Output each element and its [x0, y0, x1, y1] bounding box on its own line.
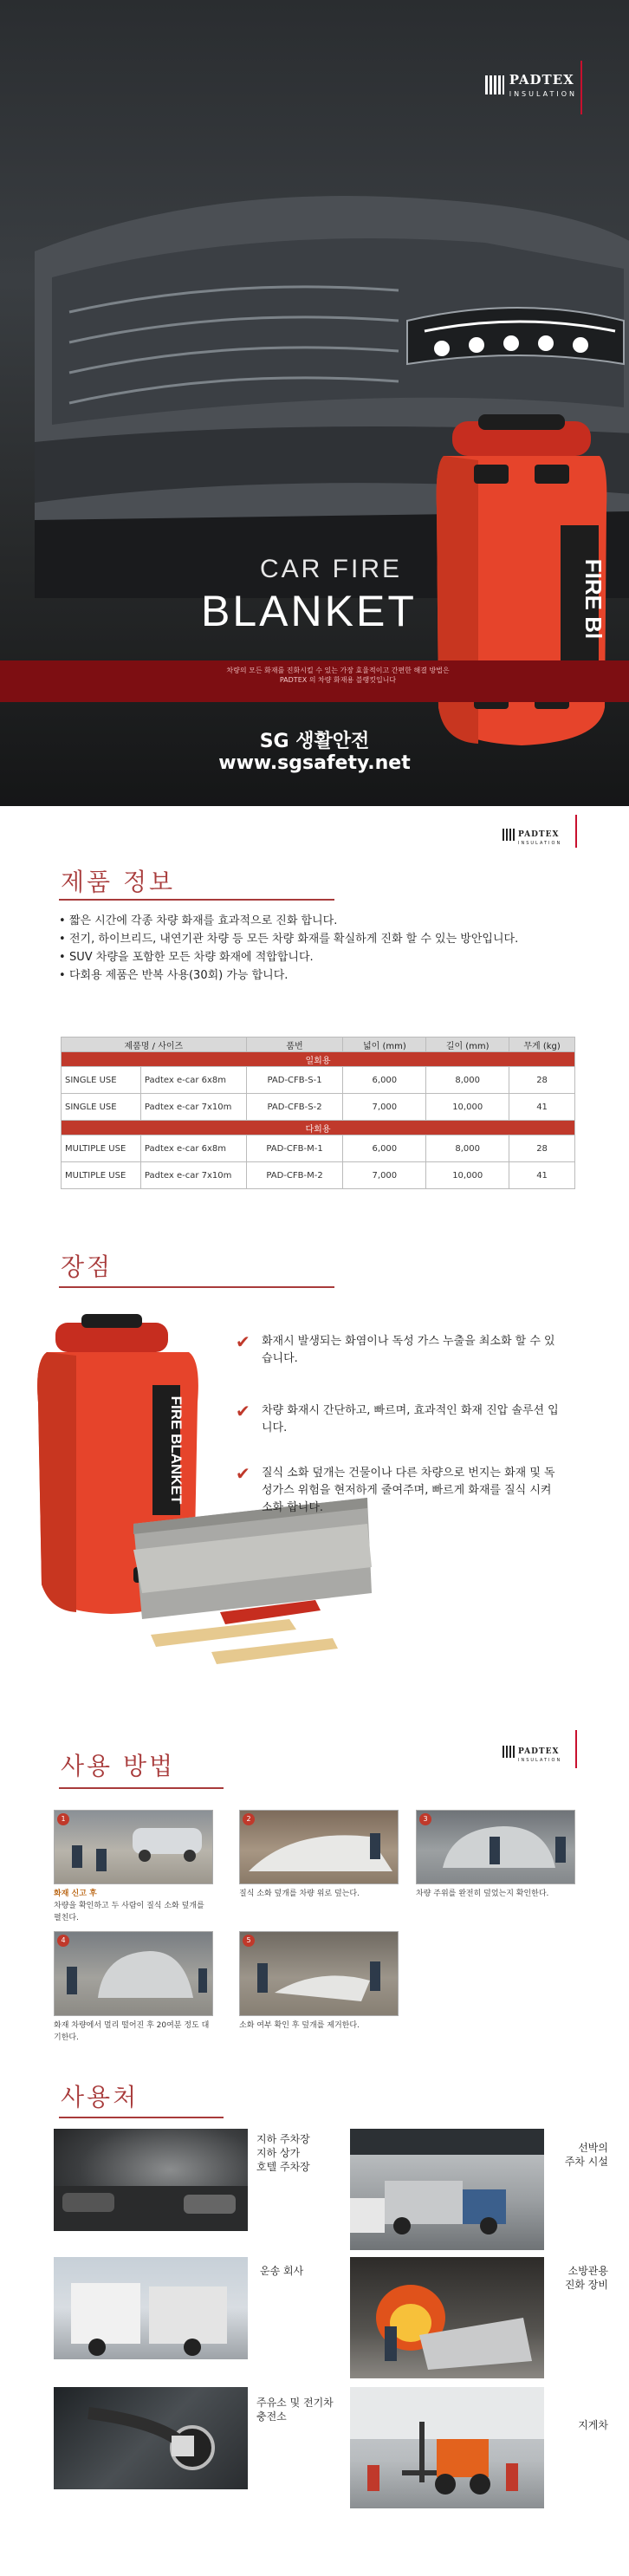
hero-band-text: 차량의 모든 화재를 진화시킬 수 있는 가장 효율적이고 간편한 해결 방법은 PADTEX 의 차량 화재용 블랭킷입니다	[226, 667, 450, 684]
hero-banner	[0, 0, 629, 806]
step-caption	[54, 2020, 213, 2044]
table-row	[62, 1094, 575, 1121]
bag-label: FIRE BLANKET	[168, 1395, 185, 1505]
step-image-4	[54, 1931, 213, 2016]
step-illustration	[240, 1932, 399, 2016]
step-illustration	[55, 1811, 213, 1884]
table-group-row	[62, 1121, 575, 1135]
place-illustration	[350, 2129, 544, 2250]
logo-sub: INSULATION	[509, 90, 577, 98]
cell-code: PAD-CFB-S-1	[246, 1067, 343, 1094]
cell-code: PAD-CFB-S-2	[246, 1094, 343, 1121]
section-title-places: 사용처	[61, 2083, 139, 2111]
step-number: 4	[57, 1935, 69, 1947]
place-illustration	[54, 2257, 248, 2359]
advantage-item	[236, 1402, 565, 1437]
step-highlight: 화재 신고 후	[54, 1890, 97, 1898]
logo-mark-icon	[485, 75, 504, 94]
logo-accent-line	[575, 1730, 577, 1768]
cell-weight: 41	[509, 1162, 575, 1189]
step-number: 1	[57, 1813, 69, 1825]
section-title-usage: 사용 방법	[61, 1752, 176, 1780]
table-header: 품번	[246, 1038, 343, 1052]
check-icon: ✔	[236, 1401, 250, 1421]
table-row	[62, 1162, 575, 1189]
logo-sub: INSULATION	[518, 841, 562, 846]
section-rule	[59, 1286, 334, 1288]
advantage-text: 질식 소화 덮개는 건물이나 다른 차량으로 번지는 화재 및 독성가스 위험을 현저하게 줄여주며, 빠르게 화재를 질식 시켜 소화 합니다.	[262, 1467, 555, 1514]
step-image-3	[416, 1810, 575, 1884]
place-image-parking	[54, 2129, 248, 2231]
place-label: 운송 회사	[260, 2265, 304, 2277]
step-number: 5	[243, 1935, 255, 1947]
cell-code: PAD-CFB-M-1	[246, 1135, 343, 1162]
table-header: 길이 (mm)	[426, 1038, 509, 1052]
brand-logo-small	[503, 823, 561, 846]
product-info-list	[59, 912, 579, 985]
cell-type: SINGLE USE	[62, 1067, 141, 1094]
step-text: 차량 주위를 완전히 덮었는지 확인한다.	[416, 1890, 549, 1898]
place-label: 소방관용 진화 장비	[564, 2265, 608, 2291]
section-rule	[59, 2117, 224, 2118]
cell-weight: 41	[509, 1094, 575, 1121]
step-caption	[416, 1888, 575, 1900]
step-text: 소화 여부 확인 후 덮개를 제거한다.	[239, 2021, 360, 2030]
cell-width: 7,000	[343, 1094, 426, 1121]
list-item: • 전기, 하이브리드, 내연기관 차량 등 모든 차량 화재를 확실하게 진화 할 수 있는 방안입니다.	[59, 930, 579, 948]
advantage-text: 차량 화재시 간단하고, 빠르며, 효과적인 화재 진압 솔루션 입니다.	[262, 1404, 559, 1434]
step-caption	[239, 1888, 399, 1900]
step-number: 3	[419, 1813, 431, 1825]
bag-label: FIRE Bl	[580, 558, 606, 640]
logo-accent-line	[575, 815, 577, 848]
step-image-1	[54, 1810, 213, 1884]
step-text: 질식 소화 덮개를 차량 위로 덮는다.	[239, 1890, 360, 1898]
cell-width: 6,000	[343, 1067, 426, 1094]
company-name: SG 생활안전	[259, 731, 370, 752]
cell-length: 8,000	[426, 1135, 509, 1162]
cell-type: MULTIPLE USE	[62, 1162, 141, 1189]
cell-type: SINGLE USE	[62, 1094, 141, 1121]
brand-logo-small	[503, 1740, 561, 1763]
step-illustration	[417, 1811, 575, 1884]
hero-accent-line	[580, 61, 582, 114]
brand-logo	[485, 71, 577, 98]
step-caption	[54, 1888, 213, 1924]
table-group-row	[62, 1052, 575, 1067]
cell-width: 6,000	[343, 1135, 426, 1162]
group-label: 일회용	[62, 1052, 575, 1067]
step-image-2	[239, 1810, 399, 1884]
step-illustration	[240, 1811, 399, 1884]
advantage-item	[236, 1465, 565, 1517]
table-header: 제품명 / 사이즈	[62, 1038, 247, 1052]
hero-title-small: CAR FIRE	[260, 555, 403, 583]
place-label: 지게차	[578, 2419, 608, 2431]
cell-length: 10,000	[426, 1094, 509, 1121]
advantage-item	[236, 1333, 565, 1368]
company-url[interactable]: www.sgsafety.net	[218, 752, 411, 774]
table-row	[62, 1135, 575, 1162]
place-illustration	[54, 2129, 248, 2231]
hero-title-large: BLANKET	[201, 587, 417, 635]
logo-sub: INSULATION	[518, 1758, 562, 1763]
logo-mark-icon	[503, 1746, 515, 1758]
cell-length: 10,000	[426, 1162, 509, 1189]
step-text: 차량을 확인하고 두 사람이 질식 소화 덮개를 펼친다.	[54, 1902, 204, 1922]
logo-name: PADTEX	[518, 1747, 560, 1756]
list-item: • SUV 차량을 포함한 모든 차량 화재에 적합합니다.	[59, 948, 579, 966]
cell-weight: 28	[509, 1135, 575, 1162]
logo-name: PADTEX	[509, 72, 574, 88]
check-icon: ✔	[236, 1331, 250, 1352]
section-rule	[59, 899, 334, 901]
table-row	[62, 1067, 575, 1094]
cell-code: PAD-CFB-M-2	[246, 1162, 343, 1189]
cell-length: 8,000	[426, 1067, 509, 1094]
cell-width: 7,000	[343, 1162, 426, 1189]
check-icon: ✔	[236, 1463, 250, 1484]
table-header: 무게 (kg)	[509, 1038, 575, 1052]
cell-name: Padtex e-car 7x10m	[140, 1094, 246, 1121]
place-illustration	[54, 2387, 248, 2489]
cell-name: Padtex e-car 7x10m	[140, 1162, 246, 1189]
place-illustration	[350, 2387, 544, 2508]
step-number: 2	[243, 1813, 255, 1825]
section-title-advantages: 장점	[61, 1252, 113, 1281]
logo-mark-icon	[503, 829, 515, 841]
place-illustration	[350, 2257, 544, 2378]
step-text: 화재 차량에서 멀리 떨어진 후 20여분 정도 대기한다.	[54, 2021, 210, 2042]
place-label: 주유소 및 전기차 충전소	[256, 2397, 334, 2423]
logo-name: PADTEX	[518, 830, 560, 839]
group-label: 다회용	[62, 1121, 575, 1135]
step-caption	[239, 2020, 399, 2032]
step-image-5	[239, 1931, 399, 2016]
place-image-transport	[54, 2257, 248, 2359]
place-label: 지하 주차장 지하 상가 호텔 주차장	[256, 2133, 310, 2173]
section-rule	[59, 1787, 224, 1789]
advantage-text: 화재시 발생되는 화염이나 독성 가스 누출을 최소화 할 수 있습니다.	[262, 1335, 555, 1365]
cell-name: Padtex e-car 6x8m	[140, 1135, 246, 1162]
place-image-ship	[350, 2129, 544, 2250]
section-title-product-info: 제품 정보	[61, 868, 176, 896]
cell-name: Padtex e-car 6x8m	[140, 1067, 246, 1094]
place-image-charging	[54, 2387, 248, 2489]
list-item: • 짧은 시간에 각종 차량 화재를 효과적으로 진화 합니다.	[59, 912, 579, 930]
place-image-forklift	[350, 2387, 544, 2508]
place-label: 선박의 주차 시설	[564, 2142, 608, 2168]
table-header-row	[62, 1038, 575, 1052]
spec-table	[61, 1037, 575, 1189]
step-illustration	[55, 1932, 213, 2016]
place-image-firefighter	[350, 2257, 544, 2378]
list-item: • 다회용 제품은 반복 사용(30회) 가능 합니다.	[59, 966, 579, 985]
cell-weight: 28	[509, 1067, 575, 1094]
cell-type: MULTIPLE USE	[62, 1135, 141, 1162]
table-header: 넓이 (mm)	[343, 1038, 426, 1052]
